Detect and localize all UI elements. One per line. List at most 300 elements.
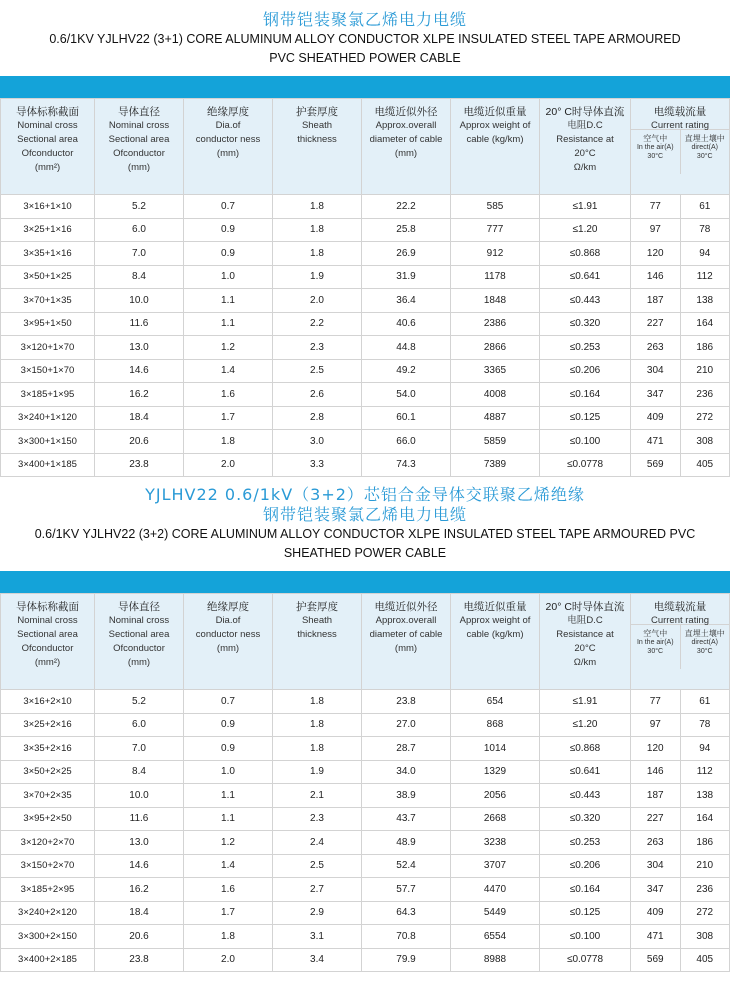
header-col4: [362, 99, 451, 195]
table-cell: 5859: [451, 430, 540, 454]
table-cell: 94: [680, 242, 730, 266]
header-text: 直埋土壤中: [684, 134, 725, 143]
table-cell: 3.1: [273, 925, 362, 949]
table-cell: 304: [631, 359, 681, 383]
header-col6: [540, 594, 631, 690]
table-cell: 1329: [451, 760, 540, 784]
spec-table: [0, 98, 730, 477]
table-cell: 2386: [451, 312, 540, 336]
header-text: 20°C: [574, 148, 596, 159]
header-text: 导体直径: [118, 601, 160, 613]
table-cell: 347: [631, 878, 681, 902]
table-cell: 210: [680, 359, 730, 383]
header-text: Sectional area: [17, 629, 78, 640]
header-text: 电缆载流量: [653, 601, 707, 613]
table-row: [1, 289, 730, 313]
header-text: 导体直径: [118, 106, 160, 118]
table-cell: 10.0: [95, 784, 184, 808]
header-text: 电缆近似外径: [374, 106, 438, 118]
section-3plus2: [0, 485, 730, 972]
table-cell: ≤0.641: [540, 760, 631, 784]
table-row: [1, 406, 730, 430]
header-text: diameter of cable: [369, 134, 443, 145]
table-cell: 1.4: [184, 359, 273, 383]
table-cell: 0.9: [184, 218, 273, 242]
table-cell: 263: [631, 831, 681, 855]
header-text: (mm): [216, 643, 240, 654]
table-cell: 272: [680, 901, 730, 925]
table-cell: 304: [631, 854, 681, 878]
table-cell: 1.7: [184, 406, 273, 430]
header-col5: [451, 99, 540, 195]
section-title-cn-line2: 钢带铠装聚氯乙烯电力电缆: [262, 505, 467, 524]
section-title-cn: 钢带铠装聚氯乙烯电力电缆: [262, 10, 467, 29]
table-cell: 112: [680, 265, 730, 289]
table-cell: 1.7: [184, 901, 273, 925]
header-current-rating: [631, 594, 730, 690]
table-row: [1, 453, 730, 477]
header-text: 直埋土壤中: [684, 629, 725, 638]
table-cell: 48.9: [362, 831, 451, 855]
table-cell: 6.0: [95, 218, 184, 242]
header-soil: [680, 625, 730, 669]
table-cell: ≤0.320: [540, 312, 631, 336]
header-col1: [95, 99, 184, 195]
table-cell: 70.8: [362, 925, 451, 949]
table-cell: 2.1: [273, 784, 362, 808]
table-cell: 38.9: [362, 784, 451, 808]
table-cell: 3×16+2×10: [1, 690, 95, 714]
table-cell: 18.4: [95, 406, 184, 430]
table-cell: 1.2: [184, 336, 273, 360]
header-text: 导体标称截面: [16, 106, 79, 118]
header-col0: [1, 594, 95, 690]
header-col3: [273, 594, 362, 690]
table-cell: 1.8: [273, 737, 362, 761]
table-cell: 3×400+1×185: [1, 453, 95, 477]
table-cell: 3×70+1×35: [1, 289, 95, 313]
table-cell: 164: [680, 312, 730, 336]
table-cell: 28.7: [362, 737, 451, 761]
table-cell: 2.2: [273, 312, 362, 336]
table-row: [1, 690, 730, 714]
table-cell: 14.6: [95, 854, 184, 878]
header-text: thickness: [297, 134, 337, 145]
table-cell: 409: [631, 406, 681, 430]
table-cell: 34.0: [362, 760, 451, 784]
table-cell: 912: [451, 242, 540, 266]
table-cell: ≤0.125: [540, 901, 631, 925]
header-col2: [184, 99, 273, 195]
header-text: direct(A): [691, 639, 718, 646]
header-text: (mm): [394, 148, 418, 159]
header-text: (mm²): [34, 162, 61, 173]
table-cell: 79.9: [362, 948, 451, 972]
table-row: [1, 784, 730, 808]
table-cell: 3×240+1×120: [1, 406, 95, 430]
table-cell: 78: [680, 218, 730, 242]
table-cell: ≤0.0778: [540, 948, 631, 972]
table-cell: 1.6: [184, 383, 273, 407]
table-cell: 146: [631, 760, 681, 784]
header-text: 20° C时导体直流: [545, 601, 625, 613]
header-band: [0, 76, 730, 98]
table-row: [1, 336, 730, 360]
header-text: (mm²): [34, 657, 61, 668]
table-cell: 26.9: [362, 242, 451, 266]
table-cell: 1.6: [184, 878, 273, 902]
header-text: 空气中: [643, 629, 668, 638]
table-cell: 471: [631, 430, 681, 454]
table-cell: 22.2: [362, 195, 451, 219]
table-cell: ≤0.206: [540, 854, 631, 878]
table-cell: 3×16+1×10: [1, 195, 95, 219]
header-text: 30°C: [696, 153, 713, 160]
table-cell: 1.1: [184, 312, 273, 336]
table-cell: 5.2: [95, 690, 184, 714]
table-cell: 31.9: [362, 265, 451, 289]
table-cell: 1.1: [184, 807, 273, 831]
table-cell: 3707: [451, 854, 540, 878]
table-cell: 236: [680, 383, 730, 407]
table-cell: 236: [680, 878, 730, 902]
table-cell: 1.2: [184, 831, 273, 855]
table-cell: 77: [631, 690, 681, 714]
table-cell: 43.7: [362, 807, 451, 831]
table-header-row: [1, 594, 730, 690]
table-cell: ≤0.206: [540, 359, 631, 383]
table-cell: 272: [680, 406, 730, 430]
table-cell: 8.4: [95, 760, 184, 784]
section-3plus1: [0, 0, 730, 477]
header-text: direct(A): [691, 144, 718, 151]
header-text: Nominal cross: [108, 120, 170, 131]
header-text: (mm): [394, 643, 418, 654]
table-cell: 6.0: [95, 713, 184, 737]
table-cell: 308: [680, 430, 730, 454]
table-cell: 23.8: [95, 453, 184, 477]
table-cell: 2.0: [184, 453, 273, 477]
table-cell: 210: [680, 854, 730, 878]
header-text: (mm): [216, 148, 240, 159]
table-cell: 1.4: [184, 854, 273, 878]
table-cell: 1014: [451, 737, 540, 761]
table-cell: 94: [680, 737, 730, 761]
table-cell: 3×95+2×50: [1, 807, 95, 831]
table-cell: 1.9: [273, 760, 362, 784]
table-cell: 44.8: [362, 336, 451, 360]
table-cell: 186: [680, 336, 730, 360]
header-text: Nominal cross: [17, 615, 78, 626]
section-title-en: 0.6/1KV YJLHV22 (3+2) CORE ALUMINUM ALLOY CONDUCTOR XLPE INSULATED STEEL TAPE ARMOURED PVC: [34, 527, 696, 541]
table-cell: 1.1: [184, 784, 273, 808]
table-cell: 138: [680, 289, 730, 313]
header-band: [0, 571, 730, 593]
table-cell: ≤0.100: [540, 925, 631, 949]
table-cell: 146: [631, 265, 681, 289]
table-cell: ≤0.164: [540, 383, 631, 407]
table-cell: 97: [631, 713, 681, 737]
table-cell: 8988: [451, 948, 540, 972]
header-text: Resistance at: [556, 134, 614, 145]
table-cell: ≤0.868: [540, 242, 631, 266]
table-cell: 2.9: [273, 901, 362, 925]
table-cell: 0.9: [184, 713, 273, 737]
table-row: [1, 737, 730, 761]
header-text: Sectional area: [108, 629, 170, 640]
table-cell: 3×400+2×185: [1, 948, 95, 972]
table-cell: 2866: [451, 336, 540, 360]
header-text: diameter of cable: [369, 629, 443, 640]
table-cell: 409: [631, 901, 681, 925]
table-cell: 61: [680, 195, 730, 219]
table-cell: 138: [680, 784, 730, 808]
table-cell: 1.1: [184, 289, 273, 313]
table-cell: 186: [680, 831, 730, 855]
table-cell: 77: [631, 195, 681, 219]
table-cell: 569: [631, 948, 681, 972]
table-cell: ≤0.100: [540, 430, 631, 454]
header-text: Nominal cross: [17, 120, 78, 131]
header-text: thickness: [297, 629, 337, 640]
table-cell: 1.8: [273, 218, 362, 242]
table-cell: 1.9: [273, 265, 362, 289]
table-cell: 16.2: [95, 383, 184, 407]
table-row: [1, 242, 730, 266]
table-cell: 2.0: [273, 289, 362, 313]
table-header-row: [1, 99, 730, 195]
table-cell: 2.3: [273, 336, 362, 360]
header-text: Dia.of: [215, 615, 241, 626]
table-cell: ≤0.0778: [540, 453, 631, 477]
table-cell: 3×35+2×16: [1, 737, 95, 761]
table-cell: 36.4: [362, 289, 451, 313]
table-cell: 227: [631, 807, 681, 831]
table-cell: 2.5: [273, 854, 362, 878]
table-cell: 3×120+1×70: [1, 336, 95, 360]
table-cell: 405: [680, 453, 730, 477]
table-cell: 14.6: [95, 359, 184, 383]
table-cell: 4470: [451, 878, 540, 902]
table-cell: 1.8: [273, 713, 362, 737]
header-air: [631, 130, 680, 174]
header-text: 电缆近似重量: [463, 106, 527, 118]
header-text: cable (kg/km): [466, 134, 524, 145]
table-cell: 2056: [451, 784, 540, 808]
table-cell: 3.0: [273, 430, 362, 454]
header-air: [631, 625, 680, 669]
header-col4: [362, 594, 451, 690]
table-cell: 2.0: [184, 948, 273, 972]
table-cell: 49.2: [362, 359, 451, 383]
table-cell: 3.4: [273, 948, 362, 972]
table-cell: 3×70+2×35: [1, 784, 95, 808]
header-text: Approx.overall: [375, 615, 437, 626]
table-cell: ≤1.91: [540, 690, 631, 714]
table-row: [1, 312, 730, 336]
header-text: conductor ness: [195, 629, 261, 640]
table-cell: 1.0: [184, 265, 273, 289]
table-cell: ≤0.253: [540, 336, 631, 360]
header-text: (mm): [127, 657, 151, 668]
table-cell: 347: [631, 383, 681, 407]
header-text: 电阻D.C: [567, 615, 603, 626]
header-text: Sectional area: [17, 134, 78, 145]
table-cell: 11.6: [95, 807, 184, 831]
header-text: 30°C: [647, 648, 664, 655]
header-text: 电缆载流量: [653, 106, 707, 118]
header-text: 电缆近似外径: [374, 601, 438, 613]
table-row: [1, 901, 730, 925]
header-text: cable (kg/km): [466, 629, 524, 640]
table-cell: 1.8: [273, 690, 362, 714]
header-text: 导体标称截面: [16, 601, 79, 613]
table-cell: 97: [631, 218, 681, 242]
table-cell: 2668: [451, 807, 540, 831]
header-text: conductor ness: [195, 134, 261, 145]
table-row: [1, 760, 730, 784]
table-cell: 2.7: [273, 878, 362, 902]
header-col1: [95, 594, 184, 690]
header-text: Approx.overall: [375, 120, 437, 131]
table-cell: 3×35+1×16: [1, 242, 95, 266]
table-row: [1, 265, 730, 289]
header-text: In the air(A): [636, 639, 674, 646]
header-text: Dia.of: [215, 120, 241, 131]
table-row: [1, 854, 730, 878]
table-cell: 27.0: [362, 713, 451, 737]
table-row: [1, 359, 730, 383]
table-cell: 471: [631, 925, 681, 949]
header-text: 20° C时导体直流: [545, 106, 625, 118]
section-title-cn: YJLHV22 0.6/1kV（3+2）芯铝合金导体交联聚乙烯绝缘: [145, 485, 585, 504]
table-cell: 1178: [451, 265, 540, 289]
table-cell: 4887: [451, 406, 540, 430]
table-cell: 164: [680, 807, 730, 831]
table-cell: 405: [680, 948, 730, 972]
table-cell: 3×185+1×95: [1, 383, 95, 407]
table-cell: 2.4: [273, 831, 362, 855]
table-cell: ≤0.164: [540, 878, 631, 902]
table-row: [1, 878, 730, 902]
table-cell: ≤0.320: [540, 807, 631, 831]
table-cell: 3×240+2×120: [1, 901, 95, 925]
header-text: Sheath: [301, 615, 333, 626]
header-text: Current rating: [650, 615, 710, 626]
table-cell: 2.5: [273, 359, 362, 383]
table-cell: 78: [680, 713, 730, 737]
table-cell: 0.9: [184, 737, 273, 761]
table-cell: 263: [631, 336, 681, 360]
header-text: 空气中: [643, 134, 668, 143]
table-cell: 5449: [451, 901, 540, 925]
table-cell: ≤1.20: [540, 218, 631, 242]
table-cell: 64.3: [362, 901, 451, 925]
header-text: Ω/km: [573, 162, 597, 173]
table-cell: 52.4: [362, 854, 451, 878]
table-cell: 2.3: [273, 807, 362, 831]
table-cell: 3×185+2×95: [1, 878, 95, 902]
header-soil: [680, 130, 730, 174]
header-text: 电缆近似重量: [463, 601, 527, 613]
header-text: (mm): [127, 162, 151, 173]
header-text: Ω/km: [573, 657, 597, 668]
table-cell: 3×50+2×25: [1, 760, 95, 784]
header-text: 20°C: [574, 643, 596, 654]
header-text: 30°C: [696, 648, 713, 655]
table-cell: 112: [680, 760, 730, 784]
table-cell: 4008: [451, 383, 540, 407]
table-cell: 1.0: [184, 760, 273, 784]
header-text: Ofconductor: [113, 643, 165, 654]
header-text: Ofconductor: [21, 148, 74, 159]
table-cell: 227: [631, 312, 681, 336]
table-cell: 7.0: [95, 737, 184, 761]
table-cell: 1.8: [273, 195, 362, 219]
table-cell: 3×300+1×150: [1, 430, 95, 454]
header-col0: [1, 99, 95, 195]
table-cell: 23.8: [362, 690, 451, 714]
table-cell: 3365: [451, 359, 540, 383]
table-row: [1, 430, 730, 454]
table-cell: 25.8: [362, 218, 451, 242]
table-cell: 654: [451, 690, 540, 714]
header-col2: [184, 594, 273, 690]
table-cell: 3×300+2×150: [1, 925, 95, 949]
header-col6: [540, 99, 631, 195]
table-cell: ≤1.91: [540, 195, 631, 219]
table-cell: 187: [631, 289, 681, 313]
table-cell: 3.3: [273, 453, 362, 477]
table-cell: 23.8: [95, 948, 184, 972]
table-cell: 1.8: [184, 925, 273, 949]
table-cell: 13.0: [95, 831, 184, 855]
table-cell: ≤0.868: [540, 737, 631, 761]
table-cell: 120: [631, 737, 681, 761]
table-cell: 585: [451, 195, 540, 219]
header-text: Sectional area: [108, 134, 170, 145]
table-row: [1, 383, 730, 407]
table-cell: ≤0.125: [540, 406, 631, 430]
header-text: Sheath: [301, 120, 333, 131]
table-row: [1, 195, 730, 219]
header-text: Ofconductor: [113, 148, 165, 159]
table-row: [1, 831, 730, 855]
header-text: 绝缘厚度: [207, 601, 249, 613]
table-cell: 308: [680, 925, 730, 949]
table-cell: 3×150+2×70: [1, 854, 95, 878]
header-text: 30°C: [647, 153, 664, 160]
table-cell: 60.1: [362, 406, 451, 430]
table-cell: ≤0.443: [540, 784, 631, 808]
table-cell: 3×95+1×50: [1, 312, 95, 336]
table-cell: 11.6: [95, 312, 184, 336]
header-text: Ofconductor: [21, 643, 74, 654]
table-cell: 10.0: [95, 289, 184, 313]
table-row: [1, 948, 730, 972]
table-cell: 7389: [451, 453, 540, 477]
table-cell: ≤0.641: [540, 265, 631, 289]
table-cell: 61: [680, 690, 730, 714]
table-cell: 3238: [451, 831, 540, 855]
section-title-en: 0.6/1KV YJLHV22 (3+1) CORE ALUMINUM ALLOY CONDUCTOR XLPE INSULATED STEEL TAPE ARMOURED: [49, 32, 681, 46]
header-text: Nominal cross: [108, 615, 170, 626]
table-cell: 54.0: [362, 383, 451, 407]
header-col3: [273, 99, 362, 195]
table-cell: 0.7: [184, 195, 273, 219]
table-cell: 187: [631, 784, 681, 808]
table-cell: ≤1.20: [540, 713, 631, 737]
